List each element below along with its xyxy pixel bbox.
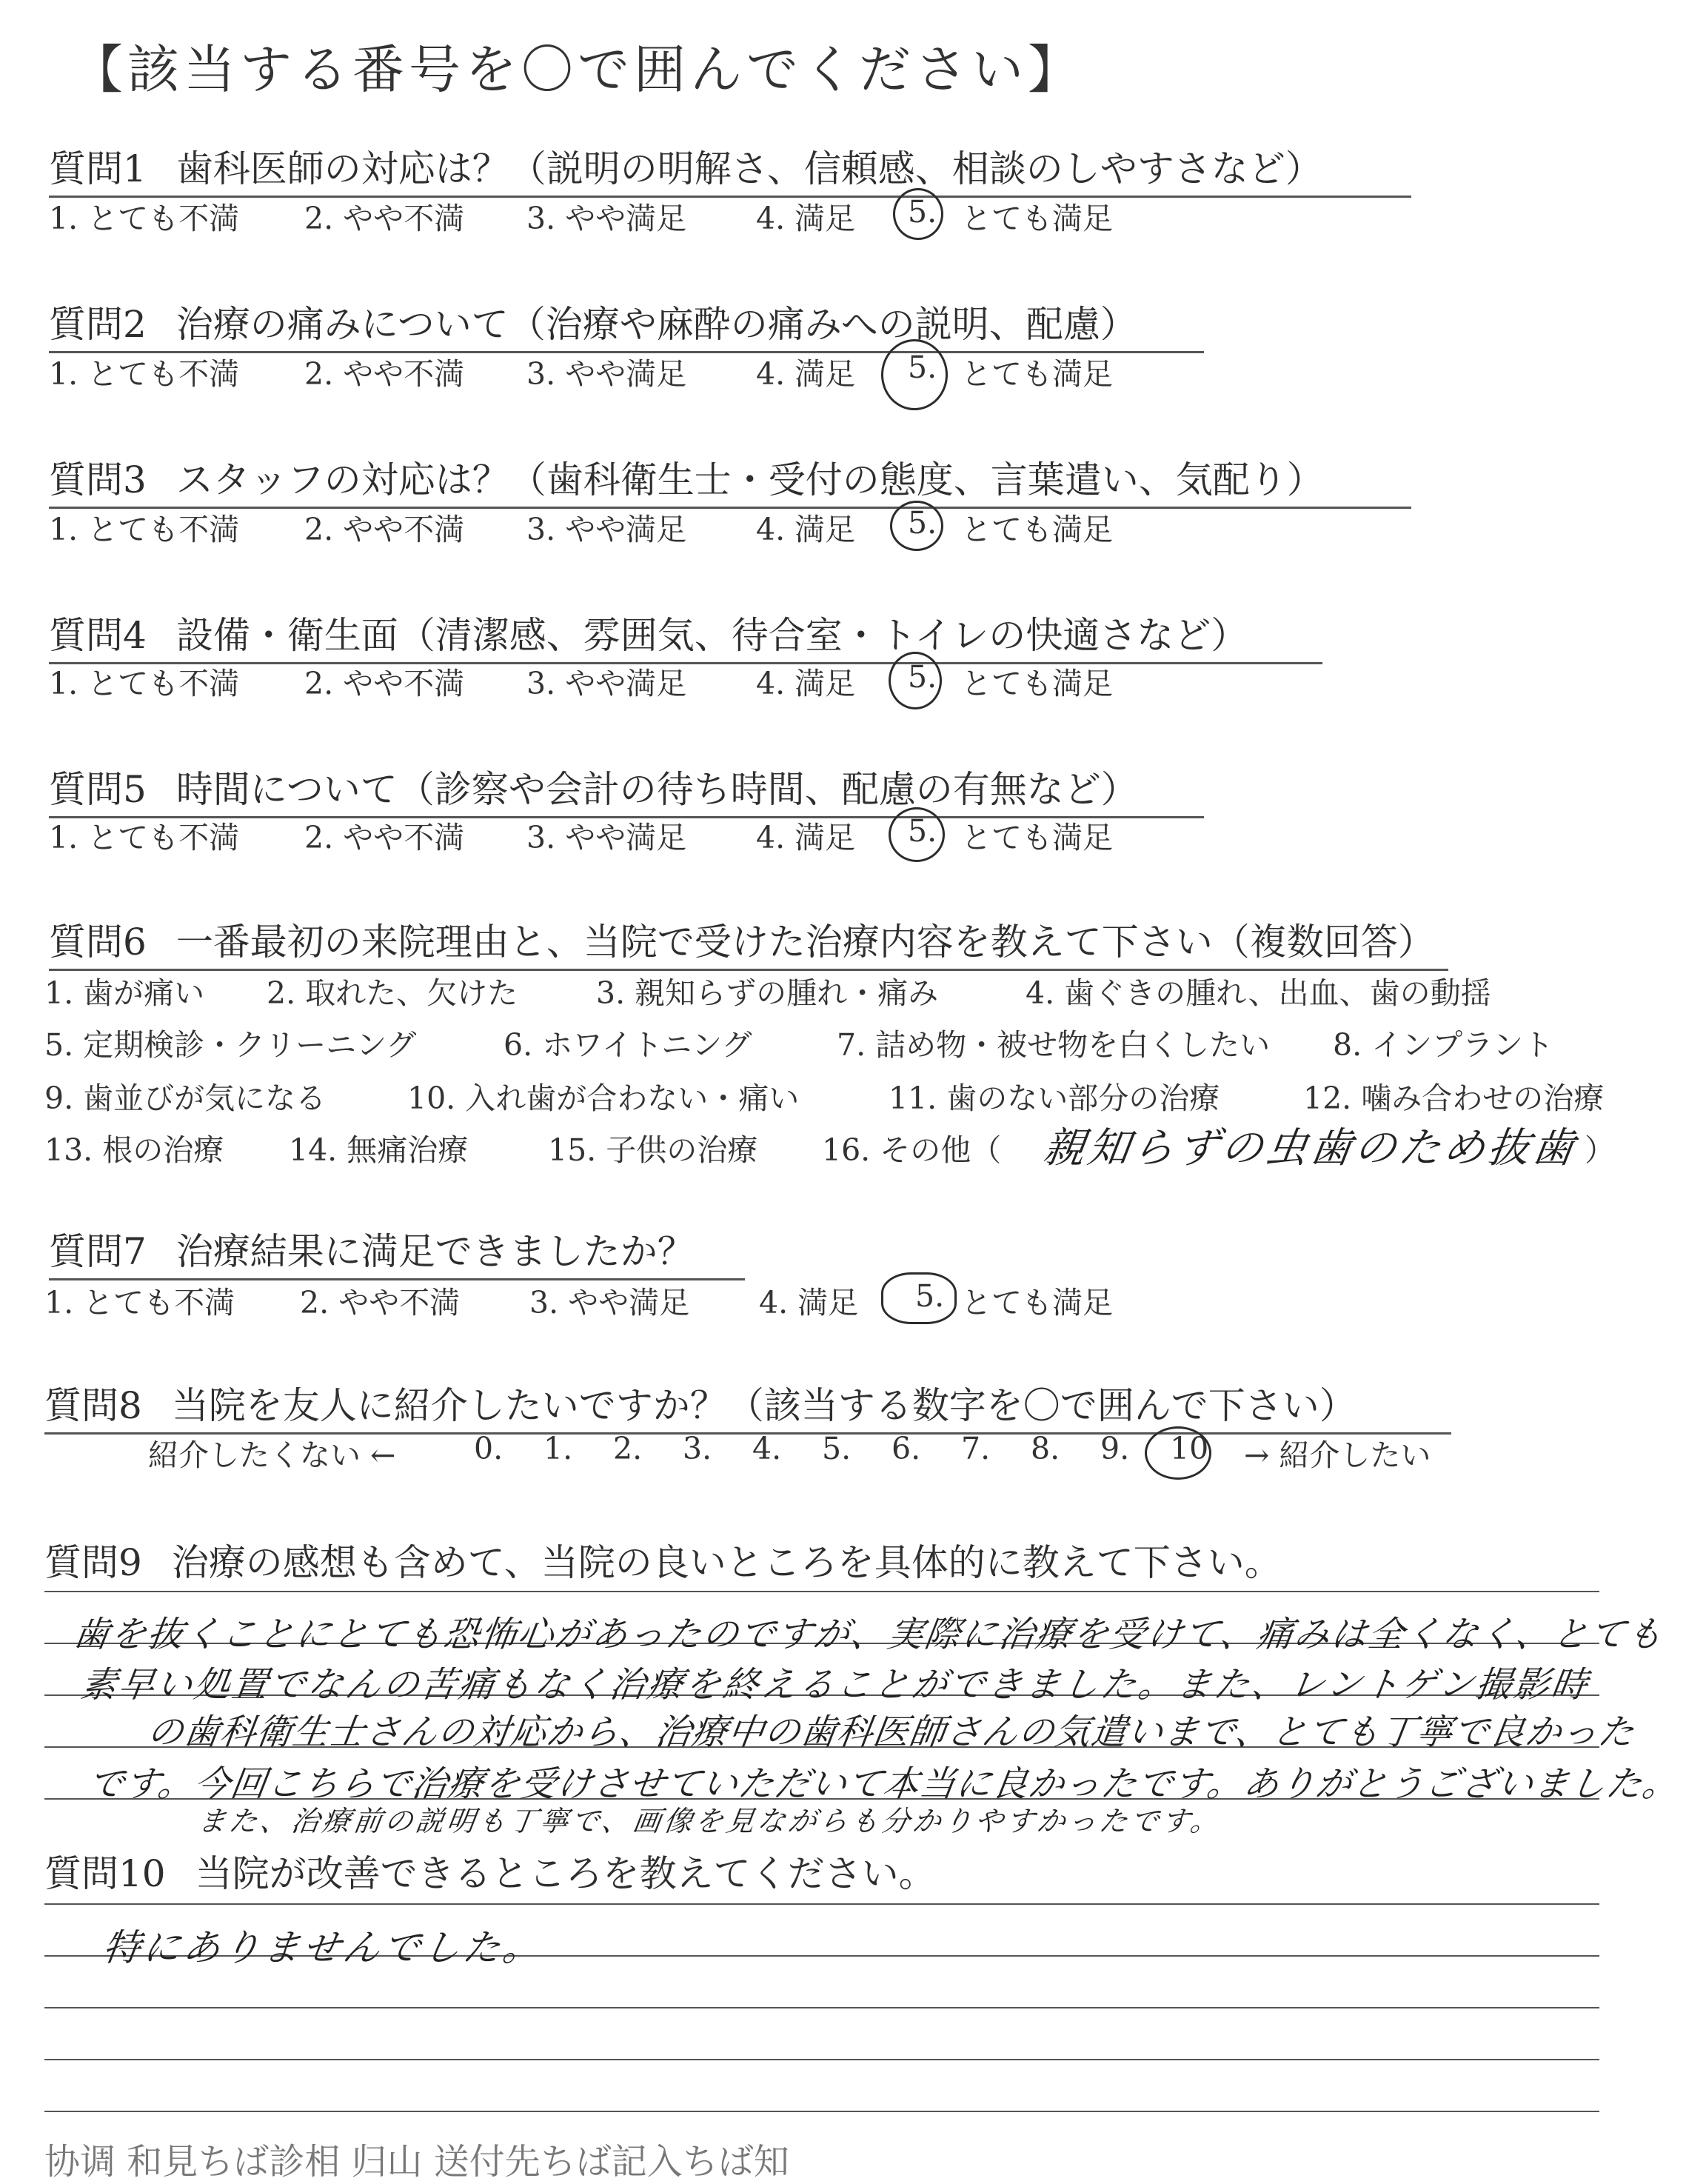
q5-selected-circle [889, 807, 945, 862]
q5-option-5-label: とても満足 [961, 820, 1113, 855]
q6-option-3[interactable]: 3. 親知らずの腫れ・痛み [596, 975, 939, 1011]
q5-title [49, 760, 1204, 818]
q6-option-15[interactable]: 15. 子供の治療 [548, 1132, 758, 1168]
q1-title [49, 139, 1411, 198]
q3-option-1[interactable]: 1. とても不満 [49, 512, 240, 547]
q7-option-4[interactable]: 4. 満足 [759, 1285, 859, 1320]
q3-option-5[interactable]: 5. [908, 505, 937, 541]
q5-option-4[interactable]: 4. 満足 [756, 820, 856, 855]
q1-option-3[interactable]: 3. やや満足 [526, 201, 687, 236]
q6-option-1[interactable]: 1. 歯が痛い [44, 975, 205, 1011]
q6-options-row-3 [44, 1074, 1659, 1115]
q8-scale-1[interactable]: 1. [543, 1431, 573, 1466]
q6-option-2[interactable]: 2. 取れた、欠けた [267, 975, 518, 1011]
q1-option-5-label: とても満足 [961, 201, 1113, 236]
q8-scale-0[interactable]: 0. [474, 1431, 504, 1466]
q6-option-14[interactable]: 14. 無痛治療 [289, 1132, 469, 1168]
q6-options-row-1 [44, 969, 1659, 1010]
q7-selected-circle [881, 1272, 957, 1324]
q2-selected-circle [881, 339, 948, 410]
q4-option-1[interactable]: 1. とても不満 [49, 666, 240, 701]
q7-option-5-label: とても満足 [961, 1285, 1113, 1320]
q6-option-13[interactable]: 13. 根の治療 [44, 1132, 224, 1168]
q9-answer-text-2: 素早い処置でなんの苦痛もなく治療を終えることができました。また、レントゲン撮影時 [78, 1664, 1593, 1706]
q9-answer-text-1: 歯を抜くことにとても恐怖心があったのですが、実際に治療を受けて、痛みは全くなく、とても [70, 1614, 1667, 1655]
q4-text: 設備・衛生面（清潔感、雰囲気、待合室・トイレの快適さなど） [175, 614, 1248, 657]
q9-text: 治療の感想も含めて、当院の良いところを具体的に教えて下さい。 [171, 1541, 1282, 1584]
q4-title [49, 606, 1322, 664]
q7-option-5[interactable]: 5. [915, 1278, 945, 1314]
q8-scale-8[interactable]: 8. [1031, 1431, 1060, 1466]
q6-number: 質問6 [49, 921, 147, 964]
q8-text: 当院を友人に紹介したいですか？（該当する数字を〇で囲んで下さい） [171, 1384, 1357, 1427]
q3-title [49, 450, 1411, 509]
q5-option-1[interactable]: 1. とても不満 [49, 820, 240, 855]
q3-text: スタッフの対応は？（歯科衛生士・受付の態度、言葉遣い、気配り） [175, 458, 1324, 501]
q3-option-3[interactable]: 3. やや満足 [526, 512, 687, 547]
form-header: 【該当する番号を〇で囲んでください】 [71, 39, 1084, 100]
q7-option-1[interactable]: 1. とても不満 [44, 1285, 235, 1320]
q6-option-8[interactable]: 8. インプラント [1333, 1027, 1554, 1063]
q2-option-3[interactable]: 3. やや満足 [526, 356, 687, 392]
q9-number: 質問9 [44, 1541, 142, 1584]
q5-options [49, 813, 1308, 855]
q6-option-9[interactable]: 9. 歯並びが気になる [44, 1081, 327, 1116]
q6-option-7[interactable]: 7. 詰め物・被せ物を白くしたい [837, 1027, 1271, 1063]
q6-option-5[interactable]: 5. 定期検診・クリーニング [44, 1027, 417, 1063]
q4-option-3[interactable]: 3. やや満足 [526, 666, 687, 701]
q4-options [49, 659, 1308, 701]
q2-text: 治療の痛みについて（治療や麻酔の痛みへの説明、配慮） [175, 303, 1137, 346]
q6-text: 一番最初の来院理由と、当院で受けた治療内容を教えて下さい（複数回答） [175, 921, 1435, 964]
q10-answer-line-3 [44, 2007, 1599, 2008]
q2-title [49, 295, 1204, 353]
q4-option-4[interactable]: 4. 満足 [756, 666, 856, 701]
q10-answer-line-1 [44, 1903, 1599, 1905]
q7-title [49, 1222, 745, 1280]
q8-scale-7[interactable]: 7. [961, 1431, 991, 1466]
q7-option-3[interactable]: 3. やや満足 [529, 1285, 690, 1320]
q2-option-4[interactable]: 4. 満足 [756, 356, 856, 392]
q3-option-2[interactable]: 2. やや不満 [304, 512, 465, 547]
q2-option-5-label: とても満足 [961, 356, 1113, 392]
q4-option-2[interactable]: 2. やや不満 [304, 666, 465, 701]
q9-answer-text-3: の歯科衛生士さんの対応から、治療中の歯科医師さんの気遣いまで、とても丁寧で良かった [144, 1712, 1638, 1753]
q8-selected-circle [1145, 1426, 1211, 1480]
q2-options [49, 350, 1308, 391]
q3-selected-circle [890, 501, 943, 551]
q1-options [49, 194, 1308, 236]
q6-title [49, 912, 1448, 971]
q6-option-16[interactable]: 16. その他（ [822, 1132, 1002, 1168]
q8-scale-2[interactable]: 2. [613, 1431, 643, 1466]
q4-option-5-label: とても満足 [961, 666, 1113, 701]
q5-number: 質問5 [49, 768, 147, 811]
q2-option-1[interactable]: 1. とても不満 [49, 356, 240, 392]
q8-scale-9[interactable]: 9. [1100, 1431, 1130, 1466]
q4-option-5[interactable]: 5. [908, 659, 937, 695]
q8-scale-4[interactable]: 4. [752, 1431, 782, 1466]
q5-option-2[interactable]: 2. やや不満 [304, 820, 465, 855]
q4-number: 質問4 [49, 614, 147, 657]
q6-option-10[interactable]: 10. 入れ歯が合わない・痛い [407, 1081, 800, 1116]
q8-scale-10[interactable]: 10 [1170, 1431, 1209, 1466]
q8-scale-3[interactable]: 3. [683, 1431, 712, 1466]
q5-option-3[interactable]: 3. やや満足 [526, 820, 687, 855]
q7-number: 質問7 [49, 1230, 147, 1273]
q10-number: 質問10 [44, 1852, 166, 1895]
q8-left-label: 紹介したくない ← [148, 1437, 396, 1473]
q6-option-4[interactable]: 4. 歯ぐきの腫れ、出血、歯の動揺 [1026, 975, 1491, 1011]
q8-title [44, 1376, 1451, 1435]
q5-text: 時間について（診察や会計の待ち時間、配慮の有無など） [175, 768, 1138, 811]
q8-scale-5[interactable]: 5. [822, 1431, 852, 1466]
q4-selected-circle [889, 652, 942, 709]
q3-options [49, 505, 1308, 547]
q8-scale-row [148, 1431, 1481, 1472]
q9-answer-text-5: また、治療前の説明も丁寧で、画像を見ながらも分かりやすかったです。 [195, 1805, 1224, 1837]
q3-option-5-label: とても満足 [961, 512, 1113, 547]
q3-option-4[interactable]: 4. 満足 [756, 512, 856, 547]
q10-title [44, 1844, 1066, 1900]
q8-right-label: → 紹介したい [1244, 1437, 1431, 1473]
q1-selected-circle [893, 188, 943, 240]
q1-number: 質問1 [49, 147, 147, 190]
q6-other-answer[interactable]: 親知らずの虫歯のため抜歯 [1040, 1124, 1580, 1172]
q1-option-4[interactable]: 4. 満足 [756, 201, 856, 236]
q6-options-row-2 [44, 1021, 1659, 1062]
q8-scale-6[interactable]: 6. [892, 1431, 921, 1466]
q1-option-2[interactable]: 2. やや不満 [304, 201, 465, 236]
q1-option-5[interactable]: 5. [908, 194, 937, 230]
q3-number: 質問3 [49, 458, 147, 501]
q10-answer-text: 特にありませんでした。 [100, 1926, 546, 1969]
q2-number: 質問2 [49, 303, 147, 346]
q10-answer-line-4 [44, 2059, 1599, 2060]
q1-option-1[interactable]: 1. とても不満 [49, 201, 240, 236]
q7-option-2[interactable]: 2. やや不満 [300, 1285, 461, 1320]
q9-answer-text-4: です。今回こちらで治療を受けさせていただいて本当に良かったです。ありがとうございました。 [85, 1763, 1682, 1805]
q1-text: 歯科医師の対応は？（説明の明解さ、信頼感、相談のしやすさなど） [175, 147, 1322, 190]
q10-text: 当院が改善できるところを教えてください。 [195, 1852, 936, 1895]
q6-option-11[interactable]: 11. 歯のない部分の治療 [889, 1081, 1220, 1116]
q6-option-12[interactable]: 12. 噛み合わせの治療 [1303, 1081, 1605, 1116]
q7-text: 治療結果に満足できましたか？ [175, 1230, 695, 1273]
q7-options [44, 1278, 1303, 1320]
q10-answer-line-5 [44, 2111, 1599, 2112]
q8-number: 質問8 [44, 1384, 142, 1427]
q6-other-close-paren: ） [1585, 1132, 1615, 1168]
q5-option-5[interactable]: 5. [908, 813, 937, 849]
q9-title [44, 1533, 1282, 1589]
footer-partial-text: 协调 和見ちば診相 归山 送付先ちば記入ちば知 [44, 2141, 789, 2183]
q9-answer-line-1 [44, 1591, 1599, 1592]
q2-option-5[interactable]: 5. [908, 350, 937, 385]
q6-option-6[interactable]: 6. ホワイトニング [504, 1027, 752, 1063]
q2-option-2[interactable]: 2. やや不満 [304, 356, 465, 392]
